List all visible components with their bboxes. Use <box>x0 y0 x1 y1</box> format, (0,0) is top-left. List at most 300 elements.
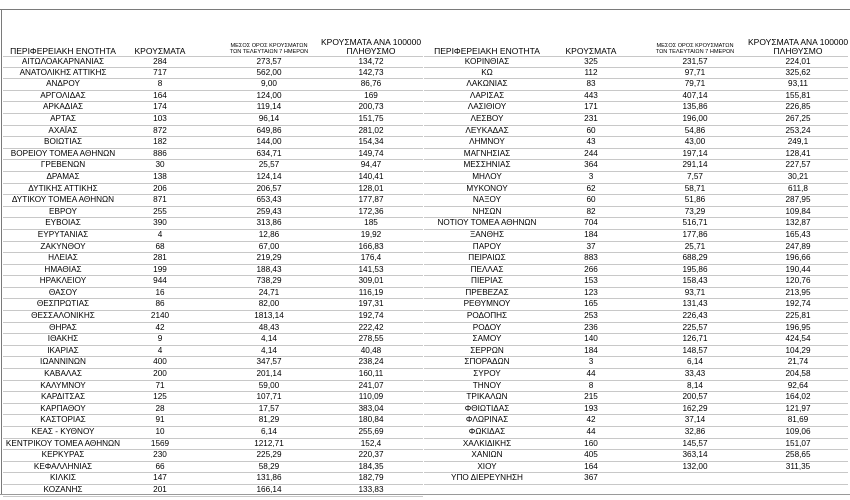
cell-avg: 7,57 <box>687 171 703 181</box>
cell-rate: 134,72 <box>358 57 384 66</box>
cell-region: ΜΑΓΝΗΣΙΑΣ <box>463 148 511 158</box>
cell-cases: 164 <box>153 90 167 100</box>
cell-rate: 81,69 <box>787 415 809 425</box>
cell-region: ΘΕΣΠΡΩΤΙΑΣ <box>36 299 90 309</box>
cell-rate: 226,85 <box>785 102 811 112</box>
header-rate-line1: ΚΡΟΥΣΜΑΤΑ ΑΝΑ 100000 <box>321 37 422 48</box>
cell-cases: 1569 <box>150 438 170 448</box>
table-row <box>3 242 423 254</box>
cell-cases: 400 <box>153 357 167 367</box>
cell-region: ΞΑΝΘΗΣ <box>469 229 505 239</box>
cell-cases: 44 <box>586 369 596 379</box>
cell-avg: 6,14 <box>687 357 703 367</box>
table-row <box>424 126 848 138</box>
cell-avg: 200,57 <box>682 392 708 402</box>
table-row <box>424 184 848 196</box>
table-row <box>424 79 848 91</box>
table-row <box>3 265 423 277</box>
cell-region: ΛΑΚΩΝΙΑΣ <box>466 79 508 89</box>
cell-avg: 166,14 <box>256 484 282 494</box>
cell-region: ΦΘΙΩΤΙΔΑΣ <box>464 403 510 413</box>
cell-rate: 94,47 <box>360 160 382 170</box>
cell-region: ΑΧΑΪΑΣ <box>48 125 78 135</box>
header-avg <box>221 44 317 56</box>
cell-rate: 253,24 <box>785 125 811 135</box>
cell-cases: 184 <box>584 345 598 355</box>
cell-avg: 79,71 <box>684 79 706 89</box>
header-avg-line2: ΤΩΝ ΤΕΛΕΥΤΑΙΩΝ 7 ΗΜΕΡΩΝ <box>655 49 735 56</box>
cell-region: ΠΙΕΡΙΑΣ <box>471 276 503 286</box>
cell-avg: 135,86 <box>682 102 708 112</box>
table-row <box>424 114 848 126</box>
cell-rate: 154,34 <box>358 137 384 147</box>
table-row <box>424 346 848 358</box>
table-row <box>3 79 423 91</box>
cell-cases: 42 <box>155 322 165 332</box>
cell-region: ΚΕΑΣ - ΚΥΘΝΟΥ <box>31 427 95 436</box>
table-row <box>424 102 848 114</box>
cell-avg: 188,43 <box>256 264 282 274</box>
cell-rate: 165,43 <box>785 229 811 239</box>
table-row <box>424 149 848 161</box>
table-row <box>424 230 848 242</box>
cell-cases: 443 <box>584 90 598 100</box>
cell-region: ΠΡΕΒΕΖΑΣ <box>465 287 509 297</box>
cell-avg: 58,71 <box>684 183 706 193</box>
cell-rate: 141,53 <box>358 264 384 274</box>
cell-rate: 133,83 <box>358 484 384 494</box>
cell-avg: 126,71 <box>682 334 708 344</box>
cell-rate: 176,4 <box>360 253 382 263</box>
cell-avg: 4,14 <box>261 345 277 355</box>
table-row <box>424 334 848 346</box>
table-row <box>424 323 848 335</box>
cell-rate: 220,37 <box>358 450 384 460</box>
cell-region: ΜΥΚΟΝΟΥ <box>466 183 508 193</box>
cell-avg: 25,71 <box>684 241 706 251</box>
cell-region: ΝΟΤΙΟΥ ΤΟΜΕΑ ΑΘΗΝΩΝ <box>437 218 537 228</box>
cell-cases: 364 <box>584 160 598 170</box>
table-row <box>3 102 423 114</box>
table-row <box>424 172 848 184</box>
cell-avg: 347,57 <box>256 357 282 367</box>
cell-rate: 249,1 <box>787 137 809 147</box>
cell-cases: 236 <box>584 322 598 332</box>
cell-cases: 37 <box>586 241 596 251</box>
cell-avg: 144,00 <box>256 137 282 147</box>
cell-rate: 164,02 <box>785 392 811 402</box>
header-avg-line1: ΜΕΣΟΣ ΟΡΟΣ ΚΡΟΥΣΜΑΤΩΝ <box>230 43 308 50</box>
cell-avg: 177,86 <box>682 229 708 239</box>
cell-cases: 253 <box>584 311 598 321</box>
cell-region: ΙΘΑΚΗΣ <box>47 334 79 344</box>
cell-rate: 30,21 <box>787 171 809 181</box>
cell-rate: 92,64 <box>787 380 809 390</box>
cell-cases: 44 <box>586 427 596 436</box>
cell-cases: 82 <box>586 206 596 216</box>
cell-rate: 278,55 <box>358 334 384 344</box>
cell-rate: 110,09 <box>358 392 384 402</box>
table-row <box>3 184 423 196</box>
cell-avg: 225,57 <box>682 322 708 332</box>
table-row <box>424 207 848 219</box>
cell-cases: 103 <box>153 113 167 123</box>
cell-cases: 717 <box>153 67 167 77</box>
cell-cases: 193 <box>584 403 598 413</box>
cell-rate: 21,74 <box>787 357 809 367</box>
cell-rate: 184,35 <box>358 461 384 471</box>
cell-cases: 8 <box>157 79 163 89</box>
cell-cases: 390 <box>153 218 167 228</box>
cell-avg: 131,43 <box>682 299 708 309</box>
cell-rate: 225,81 <box>785 311 811 321</box>
cell-region: ΛΑΣΙΘΙΟΥ <box>467 102 507 112</box>
table-row <box>3 207 423 219</box>
table-row <box>3 288 423 300</box>
cell-rate: 172,36 <box>358 206 384 216</box>
header-cases: ΚΡΟΥΣΜΑΤΑ <box>134 46 186 57</box>
table-row <box>424 91 848 103</box>
table-row <box>424 439 848 451</box>
table-row <box>3 91 423 103</box>
cell-rate: 177,87 <box>358 195 384 205</box>
cell-cases: 200 <box>153 369 167 379</box>
cell-rate: 116,19 <box>358 287 384 297</box>
cell-avg: 24,71 <box>258 287 280 297</box>
cell-region: ΒΟΙΩΤΙΑΣ <box>43 137 83 147</box>
table-row <box>424 137 848 149</box>
cell-avg: 195,86 <box>682 264 708 274</box>
cell-region: ΑΙΤΩΛΟΑΚΑΡΝΑΝΙΑΣ <box>21 57 105 66</box>
table-row <box>3 473 423 485</box>
table-row <box>3 311 423 323</box>
table-row <box>3 357 423 369</box>
cell-avg: 132,00 <box>682 461 708 471</box>
cell-region: ΝΗΣΩΝ <box>472 206 502 216</box>
cell-cases: 83 <box>586 79 596 89</box>
header-rate <box>321 38 421 56</box>
cell-avg: 12,86 <box>258 229 280 239</box>
cell-cases: 230 <box>153 450 167 460</box>
cell-region: ΑΡΚΑΔΙΑΣ <box>42 102 84 112</box>
page-border-left <box>1 9 2 495</box>
header-cases: ΚΡΟΥΣΜΑΤΑ <box>565 46 617 57</box>
cell-cases: 16 <box>155 287 165 297</box>
cell-rate: 227,57 <box>785 160 811 170</box>
cell-rate: 197,31 <box>358 299 384 309</box>
table-row <box>3 323 423 335</box>
cell-rate: 224,01 <box>785 57 811 66</box>
cell-cases: 2140 <box>150 311 170 321</box>
cell-cases: 944 <box>153 276 167 286</box>
cell-cases: 3 <box>588 357 594 367</box>
header-rate <box>748 38 848 56</box>
cell-avg: 148,57 <box>682 345 708 355</box>
cell-avg: 96,14 <box>258 113 280 123</box>
cell-avg: 124,00 <box>256 90 282 100</box>
cell-region: ΚΕΝΤΡΙΚΟΥ ΤΟΜΕΑ ΑΘΗΝΩΝ <box>5 438 121 448</box>
cell-avg: 43,00 <box>684 137 706 147</box>
cell-cases: 112 <box>584 67 598 77</box>
cell-region: ΗΛΕΙΑΣ <box>48 253 78 263</box>
cell-region: ΚΑΣΤΟΡΙΑΣ <box>40 415 86 425</box>
cell-avg: 158,43 <box>682 276 708 286</box>
cell-region: ΡΕΘΥΜΝΟΥ <box>463 299 511 309</box>
cell-avg: 162,29 <box>682 403 708 413</box>
cell-avg: 201,14 <box>256 369 282 379</box>
cell-rate: 86,76 <box>360 79 382 89</box>
header-region: ΠΕΡΙΦΕΡΕΙΑΚΗ ΕΝΟΤΗΤΑ <box>10 46 116 57</box>
cell-region: ΚΟΖΑΝΗΣ <box>43 484 83 494</box>
cell-avg: 516,71 <box>682 218 708 228</box>
cell-avg: 4,14 <box>261 334 277 344</box>
cell-region: ΧΑΛΚΙΔΙΚΗΣ <box>462 438 512 448</box>
cell-region: ΛΗΜΝΟΥ <box>469 137 505 147</box>
table-row <box>3 172 423 184</box>
cell-rate: 109,84 <box>785 206 811 216</box>
table-header <box>424 36 848 56</box>
cell-avg: 54,86 <box>684 125 706 135</box>
cell-avg: 225,29 <box>256 450 282 460</box>
cell-region: ΦΩΚΙΔΑΣ <box>468 427 506 436</box>
cell-avg: 562,00 <box>256 67 282 77</box>
cell-region: ΕΒΡΟΥ <box>49 206 77 216</box>
cell-rate: 267,25 <box>785 113 811 123</box>
table-row <box>424 276 848 288</box>
cell-rate: 196,66 <box>785 253 811 263</box>
cell-region: ΥΠΟ ΔΙΕΡΕΥΝΗΣΗ <box>451 473 523 483</box>
cell-avg: 93,71 <box>684 287 706 297</box>
cell-region: ΕΥΒΟΙΑΣ <box>45 218 81 228</box>
cell-avg: 124,14 <box>256 171 282 181</box>
table-row <box>3 381 423 393</box>
cell-cases: 174 <box>153 102 167 112</box>
cell-avg: 17,57 <box>258 403 280 413</box>
cell-rate: 200,73 <box>358 102 384 112</box>
cell-avg: 97,71 <box>684 67 706 77</box>
cell-region: ΡΟΔΟΥ <box>472 322 502 332</box>
cell-rate: 185 <box>364 218 378 228</box>
cell-rate: 152,4 <box>360 438 382 448</box>
cell-avg: 1813,14 <box>254 311 284 321</box>
cell-cases: 10 <box>155 427 165 436</box>
cell-region: ΚΩ <box>481 67 493 77</box>
cell-avg: 206,57 <box>256 183 282 193</box>
table-row <box>3 369 423 381</box>
table-row <box>424 357 848 369</box>
cell-region: ΑΝΔΡΟΥ <box>46 79 80 89</box>
cell-rate: 169 <box>364 90 378 100</box>
cell-cases: 60 <box>586 195 596 205</box>
cell-cases: 201 <box>153 484 167 494</box>
cell-region: ΠΕΛΛΑΣ <box>470 264 504 274</box>
table-row <box>3 462 423 474</box>
table-row <box>3 346 423 358</box>
table-row <box>3 114 423 126</box>
cell-avg: 313,86 <box>256 218 282 228</box>
table-row <box>424 265 848 277</box>
cell-cases: 8 <box>588 380 594 390</box>
cell-avg: 67,00 <box>258 241 280 251</box>
table-row <box>424 68 848 80</box>
table-row <box>3 299 423 311</box>
cell-region: ΘΑΣΟΥ <box>48 287 78 297</box>
cell-region: ΘΗΡΑΣ <box>49 322 77 332</box>
table-row <box>424 288 848 300</box>
cell-rate: 182,79 <box>358 473 384 483</box>
cell-rate: 255,69 <box>358 427 384 436</box>
cell-cases: 367 <box>584 473 598 483</box>
cell-cases: 71 <box>155 380 165 390</box>
cell-region: ΠΑΡΟΥ <box>472 241 502 251</box>
cell-region: ΒΟΡΕΙΟΥ ΤΟΜΕΑ ΑΘΗΝΩΝ <box>10 148 116 158</box>
table-row <box>3 160 423 172</box>
cell-cases: 244 <box>584 148 598 158</box>
table-row <box>3 450 423 462</box>
cell-avg: 219,29 <box>256 253 282 263</box>
cell-avg: 291,14 <box>682 160 708 170</box>
cell-cases: 68 <box>155 241 165 251</box>
cell-avg: 82,00 <box>258 299 280 309</box>
cell-avg: 73,29 <box>684 206 706 216</box>
table-row <box>3 195 423 207</box>
table-row <box>3 68 423 80</box>
cell-cases: 284 <box>153 57 167 66</box>
cell-rate: 151,75 <box>358 113 384 123</box>
cell-cases: 160 <box>584 438 598 448</box>
table-row <box>424 392 848 404</box>
cell-region: ΣΥΡΟΥ <box>473 369 501 379</box>
cell-region: ΔΥΤΙΚΗΣ ΑΤΤΙΚΗΣ <box>28 183 98 193</box>
table-row <box>3 230 423 242</box>
cell-cases: 4 <box>157 345 163 355</box>
cell-rate: 238,24 <box>358 357 384 367</box>
cell-region: ΚΑΛΥΜΝΟΥ <box>40 380 86 390</box>
cell-rate: 132,87 <box>785 218 811 228</box>
cell-avg: 363,14 <box>682 450 708 460</box>
cell-avg: 51,86 <box>684 195 706 205</box>
cell-region: ΜΕΣΣΗΝΙΑΣ <box>463 160 511 170</box>
cell-cases: 325 <box>584 57 598 66</box>
cell-avg: 634,71 <box>256 148 282 158</box>
cell-region: ΙΩΑΝΝΙΝΩΝ <box>40 357 86 367</box>
cell-cases: 165 <box>584 299 598 309</box>
cell-avg: 273,57 <box>256 57 282 66</box>
table-row <box>424 195 848 207</box>
cell-avg: 32,86 <box>684 427 706 436</box>
header-avg <box>647 44 743 56</box>
header-region: ΠΕΡΙΦΕΡΕΙΑΚΗ ΕΝΟΤΗΤΑ <box>434 46 540 57</box>
cell-avg: 131,86 <box>256 473 282 483</box>
cell-region: ΘΕΣΣΑΛΟΝΙΚΗΣ <box>31 311 95 321</box>
cell-rate: 93,11 <box>788 79 808 89</box>
cell-rate: 40,48 <box>360 345 382 355</box>
cell-rate: 325,62 <box>785 67 811 77</box>
cell-rate: 104,29 <box>785 345 811 355</box>
cell-cases: 199 <box>153 264 167 274</box>
cell-region: ΜΗΛΟΥ <box>472 171 502 181</box>
table-row <box>3 276 423 288</box>
cell-cases: 3 <box>588 171 594 181</box>
cases-table-right <box>424 36 848 485</box>
cell-cases: 138 <box>153 171 167 181</box>
table-row <box>424 242 848 254</box>
cell-avg: 33,43 <box>684 369 706 379</box>
cell-cases: 140 <box>584 334 598 344</box>
cases-table-left <box>3 36 423 497</box>
cell-avg: 688,29 <box>682 253 708 263</box>
cell-rate: 311,35 <box>785 461 811 471</box>
cell-region: ΧΑΝΙΩΝ <box>471 450 503 460</box>
cell-avg: 6,14 <box>261 427 277 436</box>
cell-avg: 407,14 <box>682 90 708 100</box>
cell-rate: 192,74 <box>358 311 384 321</box>
cell-avg: 145,57 <box>682 438 708 448</box>
cell-region: ΔΥΤΙΚΟΥ ΤΟΜΕΑ ΑΘΗΝΩΝ <box>11 195 115 205</box>
table-row <box>3 126 423 138</box>
cell-region: ΡΟΔΟΠΗΣ <box>466 311 508 321</box>
cell-rate: 196,95 <box>785 322 811 332</box>
cell-cases: 125 <box>153 392 167 402</box>
cell-rate: 190,44 <box>785 264 811 274</box>
table-row <box>424 299 848 311</box>
cell-cases: 182 <box>153 137 167 147</box>
cell-cases: 30 <box>155 160 165 170</box>
cell-cases: 62 <box>586 183 596 193</box>
table-row <box>3 392 423 404</box>
cell-region: ΗΡΑΚΛΕΙΟΥ <box>39 276 87 286</box>
cell-region: ΤΗΝΟΥ <box>472 380 502 390</box>
table-row <box>424 56 848 68</box>
header-avg-line2: ΤΩΝ ΤΕΛΕΥΤΑΙΩΝ 7 ΗΜΕΡΩΝ <box>229 49 309 56</box>
cell-avg: 738,29 <box>256 276 282 286</box>
cell-avg: 81,29 <box>258 415 280 425</box>
cell-avg: 259,43 <box>256 206 282 216</box>
cell-cases: 883 <box>584 253 598 263</box>
table-row <box>3 253 423 265</box>
cell-cases: 266 <box>584 264 598 274</box>
table-row <box>424 473 848 485</box>
cell-region: ΓΡΕΒΕΝΩΝ <box>40 160 86 170</box>
cell-cases: 153 <box>584 276 598 286</box>
cell-avg: 48,43 <box>258 322 280 332</box>
cell-region: ΣΠΟΡΑΔΩΝ <box>464 357 510 367</box>
cell-cases: 164 <box>584 461 598 471</box>
cell-avg: 196,00 <box>682 113 708 123</box>
cell-avg: 37,14 <box>684 415 706 425</box>
cell-rate: 19,92 <box>360 229 382 239</box>
cell-region: ΖΑΚΥΝΘΟΥ <box>40 241 86 251</box>
cell-cases: 28 <box>155 403 165 413</box>
cell-region: ΚΕΦΑΛΛΗΝΙΑΣ <box>33 461 93 471</box>
cell-region: ΝΑΞΟΥ <box>472 195 502 205</box>
table-row <box>3 427 423 439</box>
cell-cases: 206 <box>153 183 167 193</box>
cell-avg: 107,71 <box>256 392 282 402</box>
table-row <box>424 404 848 416</box>
header-rate-line1: ΚΡΟΥΣΜΑΤΑ ΑΝΑ 100000 <box>748 37 849 48</box>
table-row <box>424 160 848 172</box>
cell-rate: 121,97 <box>785 403 811 413</box>
cell-cases: 871 <box>153 195 167 205</box>
table-row <box>3 415 423 427</box>
cell-avg: 119,14 <box>256 102 282 112</box>
table-row <box>424 462 848 474</box>
cell-region: ΤΡΙΚΑΛΩΝ <box>466 392 508 402</box>
cell-rate: 241,07 <box>358 380 384 390</box>
table-body-right <box>424 56 848 485</box>
cell-cases: 4 <box>157 229 163 239</box>
